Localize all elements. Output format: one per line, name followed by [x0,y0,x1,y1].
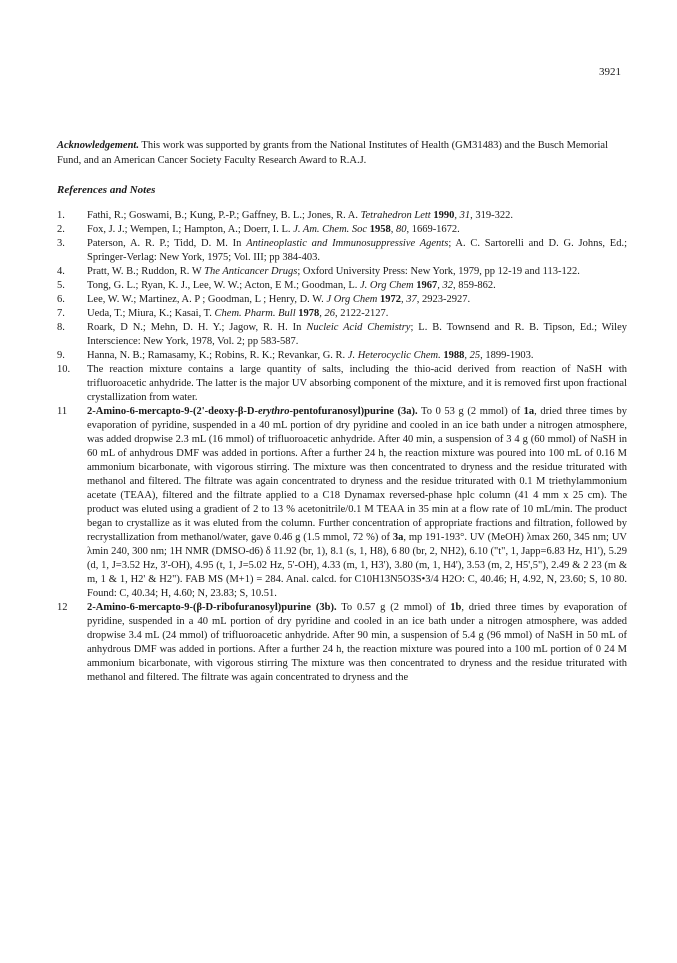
reference-item [57,265,627,279]
reference-item [57,321,627,349]
acknowledgement-heading: Acknowledgement. [57,140,139,151]
reference-item [57,237,627,265]
reference-item [57,223,627,237]
reference-item [57,293,627,307]
reference-number: 3. [57,238,65,249]
references-heading: References and Notes [57,184,156,196]
reference-item [57,279,627,293]
reference-text: Pratt, W. B.; Ruddon, R. W The Anticancer Drugs; Oxford University Press: New York, 1979, pp 12-19 and 113-122. [87,266,580,277]
note-11-text: 2-Amino-6-mercapto-9-(2'-deoxy-β-D-erythro-pentofuranosyl)purine (3a). To 0 53 g (2 mmol) of 1a, dried three times by evaporation of pyridine, suspended in a 40 mL portion of dry pyridine and cooled in an ice bath under a nitrogen atmosphere, was added dropwise 2.3 mL (16 mmol) of trifluoroacetic anhydride. After 40 min, a suspension of 3 4 g (60 mmol) of NaSH in 60 mL of anhydrous DMF was added in portions. After a further 24 h, the reaction mixture was poured into 100 mL of 0.16 M ammonium bicarbonate, with vigorous stirring. The mixture was then concentrated to dryness and the residue triturated with methanol and filtered. The filtrate was again concentrated to dryness and the residue triturated with 0.1 M triethylammonium acetate (TEAA), filtered and the filtrate applied to a C18 Dynamax reversed-phase hplc column (41 4 mm x 25 cm). The product was eluted using a gradient of 2 to 13 % acetonitrile/0.1 M TEAA in 35 min at a flow rate of 10 mL/min. The product began to crystallize as it was eluted from the column. Further concentration of appropriate fractions and filtration, followed by recrystallization from methanol/water, gave 0.46 g (1.5 mmol, 72 %) of 3a, mp 191-193°. UV (MeOH) λmax 260, 345 nm; UV λmin 240, 300 nm; 1H NMR (DMSO-d6) δ 11.92 (br, 1), 8.1 (s, 1, H8), 6 80 (br, 2, NH2), 6.10 ("t", 1, Japp=6.83 Hz, H1'), 5.29 (d, 1, J=3.52 Hz, 3'-OH), 4.95 (t, 1, J=5.02 Hz, 5'-OH), 4.33 (m, 1, H3'), 3.80 (m, 1, H4'), 3.53 (m, 2, H5',5"), 2.49 & 2 23 (m & m, 1 & 1, H2' & H2"). FAB MS (M+1) = 284. Anal. calcd. for C10H13N5O3S•3/4 H2O: C, 40.46; H, 4.92, N, 23.60; S, 10 80. Found: C, 40.34; H, 4.60; N, 23.83; S, 10.51. [87,406,628,599]
reference-number: 6. [57,294,65,305]
reference-number: 8. [57,322,65,333]
reference-number: 9. [57,350,65,361]
note-12-text: 2-Amino-6-mercapto-9-(β-D-ribofuranosyl)purine (3b). To 0.57 g (2 mmol) of 1b, dried three times by evaporation of pyridine, suspended in a 40 mL portion of dry pyridine and cooled in an ice bath under a nitrogen atmosphere, was added dropwise 3.4 mL (24 mmol) of trifluoroacetic anhydride. After 90 min, a suspension of 5.4 g (96 mmol) of NaSH in 50 mL of anhydrous DMF was added in portions. After a further 24 h, the reaction mixture was poured into a 100 mL portion of 0 24 M ammonium bicarbonate, with vigorous stirring The mixture was then concentrated to dryness and the residue triturated with methanol and filtered. The filtrate was again concentrated to dryness and the [87,602,627,683]
reference-number: 1. [57,210,65,221]
reference-text: Fox, J. J.; Wempen, I.; Hampton, A.; Doerr, I. L. J. Am. Chem. Soc 1958, 80, 1669-1672. [87,224,460,235]
note-12-title: 2-Amino-6-mercapto-9-(β-D-ribofuranosyl)purine (3b). [87,602,337,613]
note-10 [57,363,627,405]
acknowledgement-paragraph [57,139,627,168]
reference-number: 2. [57,224,65,235]
acknowledgement-text: This work was supported by grants from the National Institutes of Health (GM31483) and the Busch Memorial Fund, and an American Cancer Society Faculty Research Award to R.A.J. [57,140,608,166]
reference-item [57,349,627,363]
reference-text: Roark, D N.; Mehn, D. H. Y.; Jagow, R. H. In Nucleic Acid Chemistry; L. B. Townsend and R. B. Tipson, Ed.; Wiley Interscience: New York, 1978, Vol. 2; pp 583-587. [87,322,627,347]
reference-number: 10. [57,364,71,375]
reference-text: Hanna, N. B.; Ramasamy, K.; Robins, R. K.; Revankar, G. R. J. Heterocyclic Chem. 1988, 25, 1899-1903. [87,350,534,361]
reference-number: 12 [57,602,68,613]
note-10-text: The reaction mixture contains a large quantity of salts, including the thio-acid derived from reaction of NaSH with trifluoroacetic anhydride. The latter is the major UV absorbing component of the mixture, and it is removed first upon fractional crystallization from water. [87,364,627,403]
reference-number: 4. [57,266,65,277]
reference-number: 7. [57,308,65,319]
reference-text: Tong, G. L.; Ryan, K. J., Lee, W. W.; Acton, E M.; Goodman, L. J. Org Chem 1967, 32, 859-862. [87,280,496,291]
references-list [57,209,627,685]
reference-number: 11 [57,406,68,417]
note-11-title: 2-Amino-6-mercapto-9-(2'-deoxy-β-D-erythro-pentofuranosyl)purine (3a). [87,406,418,417]
reference-item [57,209,627,223]
note-12 [57,601,627,685]
reference-text: Lee, W. W.; Martinez, A. P ; Goodman, L ; Henry, D. W. J Org Chem 1972, 37, 2923-2927. [87,294,471,305]
reference-text: Paterson, A. R. P.; Tidd, D. M. In Antineoplastic and Immunosuppressive Agents; A. C. Sartorelli and D. G. Johns, Ed.; Springer-Verlag: New York, 1975; Vol. III; pp 384-403. [87,238,628,263]
reference-text: Ueda, T.; Miura, K.; Kasai, T. Chem. Pharm. Bull 1978, 26, 2122-2127. [87,308,389,319]
reference-text: Fathi, R.; Goswami, B.; Kung, P.-P.; Gaffney, B. L.; Jones, R. A. Tetrahedron Lett 1990, 31, 319-322. [87,210,513,221]
page-number: 3921 [599,66,621,78]
note-11 [57,405,627,601]
reference-number: 5. [57,280,65,291]
reference-item [57,307,627,321]
